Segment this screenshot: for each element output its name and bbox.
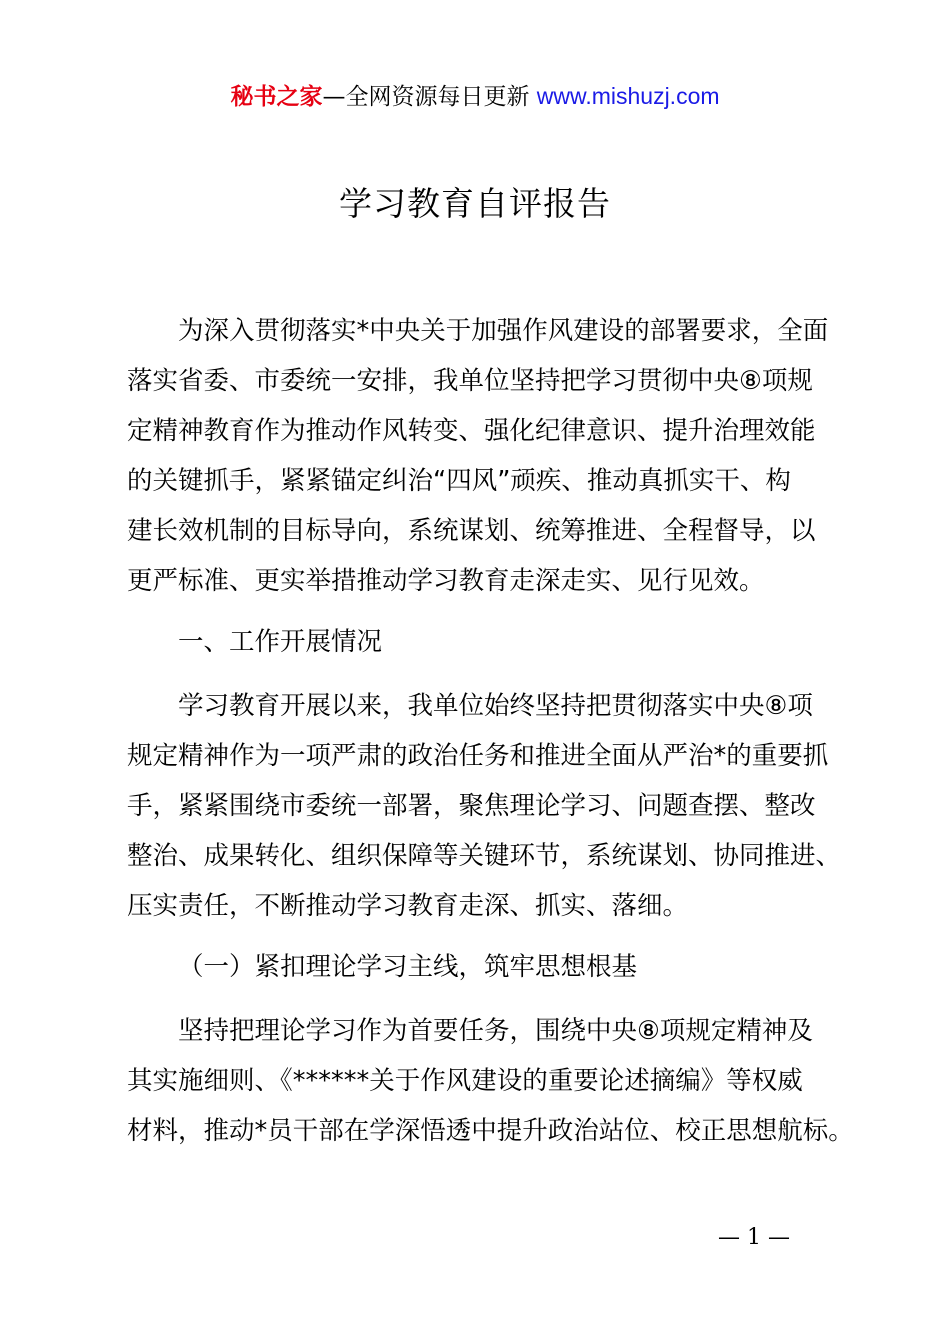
paragraph-line: 建长效机制的目标导向，系统谋划、统筹推进、全程督导，以 bbox=[127, 516, 816, 546]
paragraph-line: 整治、成果转化、组织保障等关键环节，系统谋划、协同推进、 bbox=[127, 841, 842, 871]
paragraph-line: 手，紧紧围绕市委统一部署，聚焦理论学习、问题查摆、整改 bbox=[127, 791, 816, 821]
site-header bbox=[0, 80, 950, 113]
page-number: — 1 — bbox=[718, 1225, 790, 1250]
brand-name: 秘书之家 bbox=[230, 84, 323, 110]
document-title: 学习教育自评报告 bbox=[339, 184, 611, 223]
paragraph-line: 材料，推动*员干部在学深悟透中提升政治站位、校正思想航标。 bbox=[127, 1116, 854, 1146]
paragraph-line: 落实省委、市委统一安排，我单位坚持把学习贯彻中央⑧项规 bbox=[127, 366, 813, 396]
paragraph-line: 规定精神作为一项严肃的政治任务和推进全面从严治*的重要抓 bbox=[127, 741, 829, 771]
paragraph-line: 的关键抓手，紧紧锚定纠治“四风”顽疾、推动真抓实干、构 bbox=[127, 466, 791, 496]
paragraph-line: 坚持把理论学习作为首要任务，围绕中央⑧项规定精神及 bbox=[178, 1016, 813, 1046]
paragraph-line: 定精神教育作为推动作风转变、强化纪律意识、提升治理效能 bbox=[127, 416, 816, 446]
site-url[interactable]: www.mishuzj.com bbox=[536, 83, 720, 109]
paragraph-line: 压实责任，不断推动学习教育走深、抓实、落细。 bbox=[127, 891, 689, 921]
paragraph-line: 学习教育开展以来，我单位始终坚持把贯彻落实中央⑧项 bbox=[178, 691, 813, 721]
subsection-heading: （一）紧扣理论学习主线，筑牢思想根基 bbox=[178, 952, 638, 982]
paragraph-line: 其实施细则、《******关于作风建设的重要论述摘编》等权威 bbox=[127, 1066, 803, 1096]
section-heading: 一、工作开展情况 bbox=[178, 627, 383, 657]
paragraph-line: 为深入贯彻落实*中央关于加强作风建设的部署要求，全面 bbox=[178, 316, 829, 346]
header-tagline: —全网资源每日更新 bbox=[322, 84, 537, 110]
paragraph-line: 更严标准、更实举措推动学习教育走深走实、见行见效。 bbox=[127, 566, 765, 596]
